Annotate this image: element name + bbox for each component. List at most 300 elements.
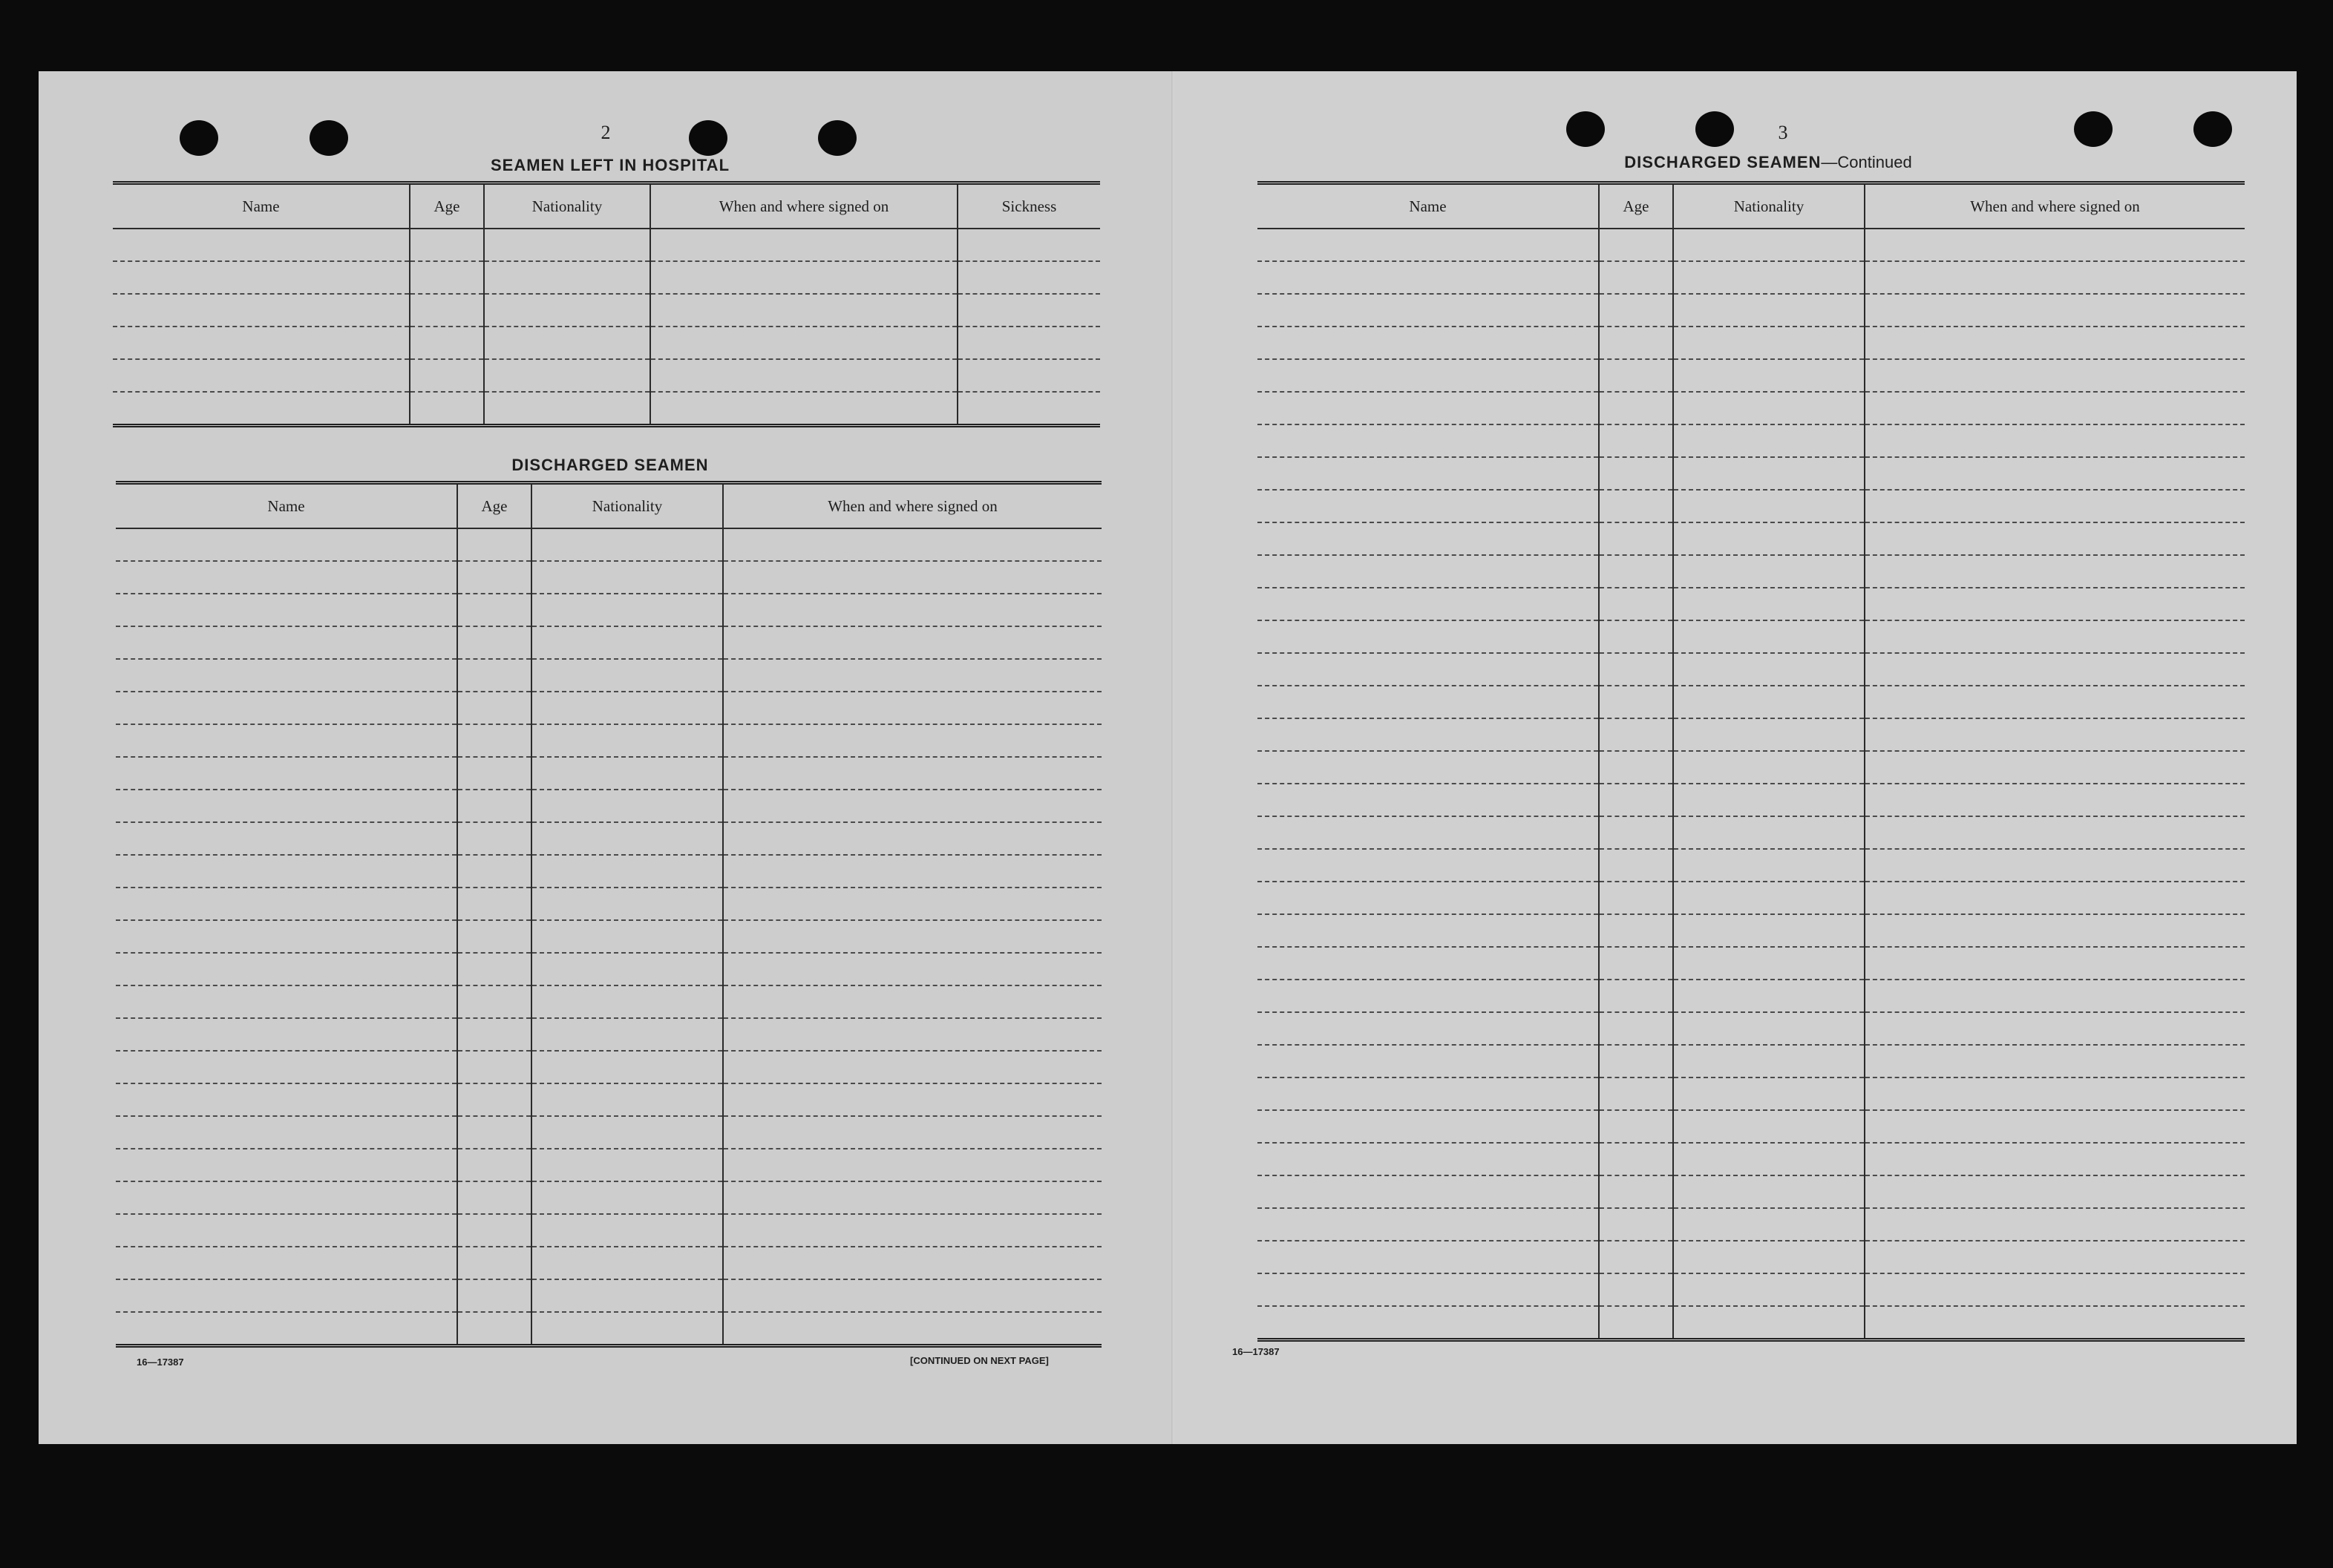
table-cell (1865, 882, 2245, 914)
form-number: 16—17387 (137, 1357, 184, 1368)
table-cell (650, 392, 958, 426)
table-cell (723, 920, 1102, 953)
table-cell (1673, 1045, 1865, 1077)
table-cell (531, 626, 723, 659)
table-cell (1865, 686, 2245, 718)
table-cell (116, 822, 457, 855)
table-cell (1865, 751, 2245, 784)
table-cell (1599, 261, 1673, 294)
table-cell (723, 757, 1102, 790)
table-row (116, 561, 1102, 594)
table-cell (1673, 849, 1865, 882)
table-cell (1673, 816, 1865, 849)
table-cell (1865, 1143, 2245, 1175)
discharged-continued-table (1257, 181, 2245, 1342)
table-row (1257, 457, 2245, 490)
table-row (116, 594, 1102, 626)
table-row (116, 1051, 1102, 1083)
table-cell (1673, 914, 1865, 947)
form-number: 16—17387 (1232, 1346, 1280, 1357)
table-cell (457, 985, 531, 1018)
table-cell (958, 261, 1100, 294)
table-cell (1673, 229, 1865, 261)
table-cell (484, 327, 650, 359)
table-row (116, 1279, 1102, 1312)
table-cell (1865, 522, 2245, 555)
column-header-name: Name (1257, 183, 1599, 229)
left-page (39, 71, 1173, 1444)
table-cell (116, 790, 457, 822)
table-row (116, 822, 1102, 855)
table-cell (723, 790, 1102, 822)
table-cell (1257, 424, 1599, 457)
table-cell (1257, 980, 1599, 1012)
table-cell (723, 659, 1102, 692)
table-cell (116, 1149, 457, 1181)
table-cell (531, 1116, 723, 1149)
discharged-continued-title-main: DISCHARGED SEAMEN (1624, 153, 1822, 171)
table-cell (1599, 653, 1673, 686)
punch-hole (2193, 111, 2232, 147)
table-cell (1257, 620, 1599, 653)
table-cell (1673, 261, 1865, 294)
table-cell (958, 359, 1100, 392)
table-cell (1599, 1306, 1673, 1340)
table-cell (1673, 751, 1865, 784)
table-cell (531, 1083, 723, 1116)
table-cell (1257, 1208, 1599, 1241)
table-header-row (116, 483, 1102, 529)
discharged-table (116, 481, 1102, 1348)
table-row (113, 229, 1100, 261)
table-cell (723, 1149, 1102, 1181)
table-cell (1599, 718, 1673, 751)
table-cell (1865, 392, 2245, 424)
table-cell (1673, 1012, 1865, 1045)
table-cell (723, 692, 1102, 724)
table-cell (457, 561, 531, 594)
table-cell (410, 229, 484, 261)
table-cell (116, 724, 457, 757)
table-cell (650, 327, 958, 359)
table-cell (457, 1247, 531, 1279)
table-row (1257, 914, 2245, 947)
table-cell (531, 920, 723, 953)
column-header-sickness: Sickness (958, 183, 1100, 229)
table-cell (410, 359, 484, 392)
table-cell (457, 1181, 531, 1214)
table-row (113, 327, 1100, 359)
table-cell (410, 392, 484, 426)
table-row (1257, 849, 2245, 882)
table-cell (1257, 849, 1599, 882)
hospital-rows (113, 229, 1100, 426)
table-cell (1599, 522, 1673, 555)
right-page (1174, 71, 2297, 1444)
column-header-name: Name (113, 183, 410, 229)
table-cell (531, 659, 723, 692)
discharged-rows (116, 528, 1102, 1346)
table-cell (1865, 1241, 2245, 1273)
table-cell (1257, 1175, 1599, 1208)
table-cell (410, 327, 484, 359)
table-cell (116, 1279, 457, 1312)
table-cell (1865, 816, 2245, 849)
table-cell (1865, 588, 2245, 620)
table-cell (1257, 229, 1599, 261)
table-cell (1599, 294, 1673, 327)
table-cell (457, 953, 531, 985)
table-cell (531, 953, 723, 985)
hospital-table (113, 181, 1100, 427)
table-cell (723, 953, 1102, 985)
table-cell (1257, 816, 1599, 849)
table-cell (723, 985, 1102, 1018)
table-cell (457, 659, 531, 692)
table-row (116, 1312, 1102, 1346)
table-cell (1257, 784, 1599, 816)
table-cell (1257, 490, 1599, 522)
table-cell (410, 294, 484, 327)
table-row (1257, 327, 2245, 359)
table-cell (457, 757, 531, 790)
table-row (1257, 1241, 2245, 1273)
table-cell (1673, 947, 1865, 980)
table-cell (457, 724, 531, 757)
table-cell (1865, 294, 2245, 327)
table-cell (457, 692, 531, 724)
table-row (116, 953, 1102, 985)
table-cell (1673, 392, 1865, 424)
table-row (1257, 1175, 2245, 1208)
table-cell (1865, 947, 2245, 980)
table-cell (1673, 327, 1865, 359)
discharged-continued-suffix: —Continued (1821, 153, 1912, 171)
table-cell (1673, 424, 1865, 457)
table-row (1257, 1110, 2245, 1143)
table-cell (1599, 1175, 1673, 1208)
table-row (116, 1247, 1102, 1279)
table-cell (531, 1018, 723, 1051)
table-cell (1865, 1273, 2245, 1306)
table-header-row (113, 183, 1100, 229)
table-cell (1865, 1208, 2245, 1241)
table-cell (1257, 294, 1599, 327)
table-cell (1257, 1045, 1599, 1077)
table-cell (1673, 555, 1865, 588)
column-header-nationality: Nationality (1673, 183, 1865, 229)
table-cell (531, 985, 723, 1018)
table-cell (1673, 1175, 1865, 1208)
column-header-nationality: Nationality (531, 483, 723, 529)
table-row (1257, 1273, 2245, 1306)
table-cell (1257, 1241, 1599, 1273)
table-cell (723, 1181, 1102, 1214)
table-cell (116, 528, 457, 561)
table-cell (1673, 490, 1865, 522)
table-cell (1599, 980, 1673, 1012)
table-cell (113, 359, 410, 392)
table-cell (723, 561, 1102, 594)
table-cell (116, 1116, 457, 1149)
table-cell (723, 1116, 1102, 1149)
punch-hole (1566, 111, 1605, 147)
table-row (116, 1181, 1102, 1214)
table-row (1257, 1077, 2245, 1110)
table-cell (1865, 424, 2245, 457)
table-cell (1257, 914, 1599, 947)
table-cell (1257, 1273, 1599, 1306)
table-cell (1865, 1175, 2245, 1208)
table-cell (1257, 1143, 1599, 1175)
table-cell (958, 392, 1100, 426)
table-cell (531, 790, 723, 822)
table-cell (1599, 686, 1673, 718)
table-cell (650, 261, 958, 294)
table-cell (113, 261, 410, 294)
table-cell (1865, 653, 2245, 686)
table-cell (1257, 751, 1599, 784)
table-cell (531, 888, 723, 920)
table-row (116, 790, 1102, 822)
table-row (116, 888, 1102, 920)
table-cell (1865, 1077, 2245, 1110)
table-cell (531, 594, 723, 626)
column-header-age: Age (457, 483, 531, 529)
table-row (1257, 686, 2245, 718)
table-row (1257, 522, 2245, 555)
table-row (1257, 1208, 2245, 1241)
table-cell (1673, 359, 1865, 392)
table-cell (1599, 1273, 1673, 1306)
table-row (1257, 588, 2245, 620)
table-cell (723, 1279, 1102, 1312)
table-row (116, 1214, 1102, 1247)
table-cell (116, 855, 457, 888)
table-cell (1865, 1306, 2245, 1340)
table-cell (531, 724, 723, 757)
table-cell (1599, 424, 1673, 457)
table-cell (116, 920, 457, 953)
table-cell (116, 1312, 457, 1346)
table-row (1257, 1143, 2245, 1175)
discharged-continued-rows (1257, 229, 2245, 1340)
table-cell (1599, 816, 1673, 849)
table-cell (116, 1018, 457, 1051)
table-cell (1599, 588, 1673, 620)
table-row (1257, 261, 2245, 294)
table-row (1257, 784, 2245, 816)
table-cell (116, 594, 457, 626)
table-cell (1673, 718, 1865, 751)
table-cell (1257, 653, 1599, 686)
table-row (116, 757, 1102, 790)
punch-hole (2074, 111, 2113, 147)
table-cell (116, 1051, 457, 1083)
table-cell (1865, 1110, 2245, 1143)
table-cell (1673, 522, 1865, 555)
table-row (116, 1149, 1102, 1181)
table-row (1257, 620, 2245, 653)
table-cell (1865, 327, 2245, 359)
table-cell (1865, 261, 2245, 294)
table-cell (1257, 1012, 1599, 1045)
table-row (116, 692, 1102, 724)
punch-hole (180, 120, 218, 156)
table-cell (1865, 490, 2245, 522)
table-cell (1673, 784, 1865, 816)
table-row (1257, 392, 2245, 424)
table-cell (1673, 294, 1865, 327)
table-cell (1599, 882, 1673, 914)
table-cell (1257, 588, 1599, 620)
table-row (1257, 1012, 2245, 1045)
table-cell (1865, 914, 2245, 947)
table-row (116, 528, 1102, 561)
table-cell (1673, 1208, 1865, 1241)
table-cell (484, 392, 650, 426)
table-cell (1673, 1077, 1865, 1110)
table-cell (1599, 457, 1673, 490)
table-row (113, 392, 1100, 426)
table-cell (723, 594, 1102, 626)
table-row (113, 261, 1100, 294)
table-cell (1257, 555, 1599, 588)
table-cell (1257, 1110, 1599, 1143)
table-cell (1257, 882, 1599, 914)
table-row (1257, 490, 2245, 522)
table-cell (1599, 392, 1673, 424)
table-cell (457, 1018, 531, 1051)
column-header-signed-on: When and where signed on (650, 183, 958, 229)
table-cell (1865, 457, 2245, 490)
table-cell (723, 1214, 1102, 1247)
table-cell (116, 1247, 457, 1279)
table-cell (1599, 1143, 1673, 1175)
table-row (1257, 947, 2245, 980)
table-cell (1599, 229, 1673, 261)
column-header-nationality: Nationality (484, 183, 650, 229)
table-header-row (1257, 183, 2245, 229)
table-cell (457, 1051, 531, 1083)
table-row (1257, 718, 2245, 751)
punch-hole (689, 120, 727, 156)
table-cell (484, 261, 650, 294)
table-cell (457, 822, 531, 855)
table-cell (1865, 620, 2245, 653)
table-cell (1865, 229, 2245, 261)
table-row (116, 985, 1102, 1018)
table-cell (116, 1083, 457, 1116)
table-cell (116, 757, 457, 790)
table-cell (457, 888, 531, 920)
page-number: 2 (601, 122, 611, 143)
table-cell (1673, 1273, 1865, 1306)
table-cell (723, 1247, 1102, 1279)
table-cell (457, 528, 531, 561)
table-cell (1599, 751, 1673, 784)
table-cell (1257, 457, 1599, 490)
table-row (1257, 816, 2245, 849)
table-cell (116, 888, 457, 920)
table-cell (1865, 980, 2245, 1012)
table-cell (1673, 980, 1865, 1012)
table-cell (723, 822, 1102, 855)
table-cell (116, 953, 457, 985)
table-cell (650, 229, 958, 261)
table-row (113, 359, 1100, 392)
table-cell (457, 855, 531, 888)
table-cell (1599, 784, 1673, 816)
table-cell (531, 528, 723, 561)
table-row (116, 855, 1102, 888)
table-cell (1599, 947, 1673, 980)
table-cell (723, 1018, 1102, 1051)
table-cell (1599, 359, 1673, 392)
table-cell (1257, 522, 1599, 555)
table-cell (484, 359, 650, 392)
table-cell (457, 790, 531, 822)
table-cell (1673, 1110, 1865, 1143)
table-cell (1599, 914, 1673, 947)
table-cell (531, 1312, 723, 1346)
table-cell (410, 261, 484, 294)
table-cell (113, 294, 410, 327)
table-cell (1599, 849, 1673, 882)
table-cell (113, 229, 410, 261)
table-cell (1673, 457, 1865, 490)
table-cell (457, 1279, 531, 1312)
table-cell (723, 626, 1102, 659)
table-cell (1257, 1306, 1599, 1340)
table-cell (1257, 718, 1599, 751)
discharged-section-title: DISCHARGED SEAMEN (511, 456, 709, 474)
table-row (1257, 1045, 2245, 1077)
table-row (1257, 555, 2245, 588)
table-row (1257, 882, 2245, 914)
table-cell (531, 1279, 723, 1312)
table-cell (723, 724, 1102, 757)
table-row (1257, 229, 2245, 261)
table-row (116, 1116, 1102, 1149)
table-cell (1257, 686, 1599, 718)
table-cell (958, 327, 1100, 359)
discharged-continued-title (1575, 153, 1961, 172)
table-cell (1257, 1077, 1599, 1110)
table-cell (1257, 261, 1599, 294)
table-row (116, 1018, 1102, 1051)
table-cell (723, 1312, 1102, 1346)
table-cell (1599, 1045, 1673, 1077)
table-cell (1673, 686, 1865, 718)
table-cell (116, 985, 457, 1018)
table-cell (1257, 947, 1599, 980)
table-row (116, 659, 1102, 692)
table-cell (113, 392, 410, 426)
column-header-age: Age (410, 183, 484, 229)
table-row (116, 920, 1102, 953)
table-cell (1673, 882, 1865, 914)
table-row (1257, 653, 2245, 686)
table-cell (116, 1181, 457, 1214)
table-row (116, 724, 1102, 757)
table-cell (1865, 1012, 2245, 1045)
table-cell (1257, 327, 1599, 359)
table-cell (116, 561, 457, 594)
table-cell (457, 1149, 531, 1181)
table-cell (1865, 1045, 2245, 1077)
table-cell (531, 1247, 723, 1279)
